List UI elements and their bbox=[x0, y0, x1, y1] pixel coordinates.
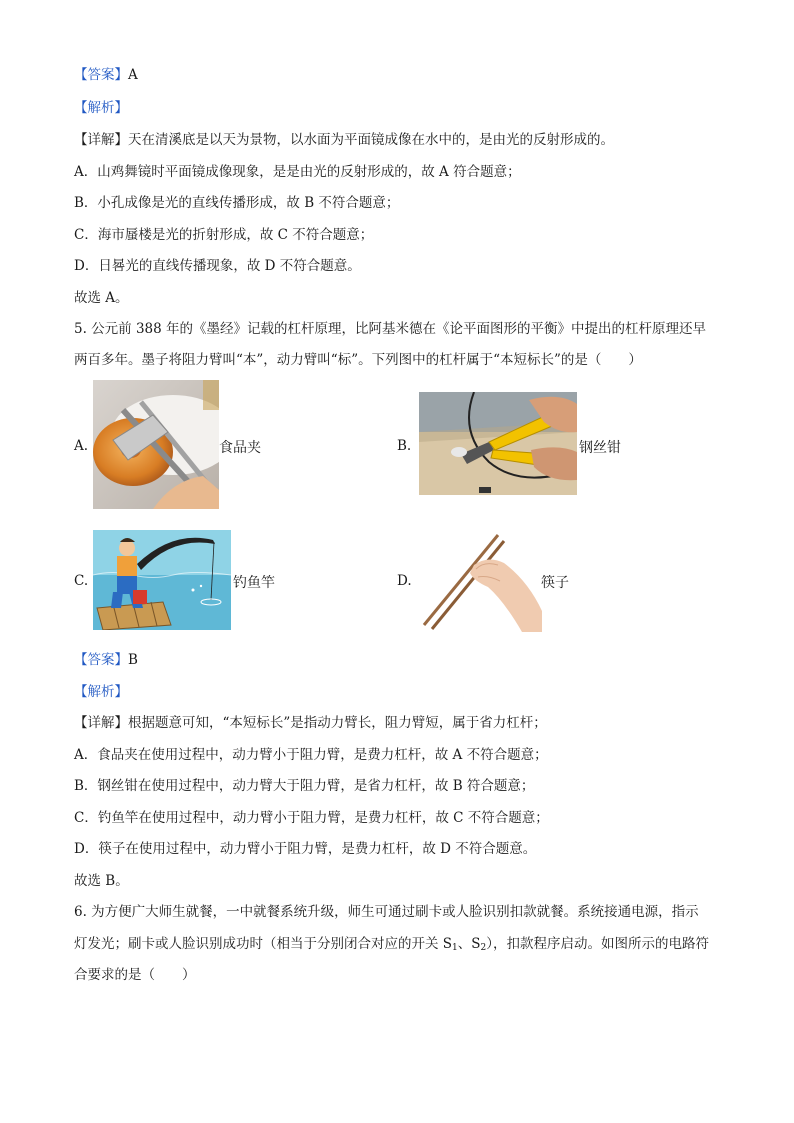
option-a-letter: A. bbox=[74, 438, 89, 454]
answer-tag: 【答案】 bbox=[74, 67, 128, 83]
q5-detail-line bbox=[74, 714, 547, 732]
q6-stem-line2 bbox=[74, 935, 709, 957]
answer-value: A bbox=[128, 67, 138, 83]
q6-stem-line3: 合要求的是（ ） bbox=[74, 967, 196, 983]
q5-answer-line bbox=[74, 651, 138, 669]
detail-text: 天在清溪底是以天为景物，以水面为平面镜成像在水中的，是由光的反射形成的。 bbox=[128, 132, 614, 148]
answer-tag: 【答案】 bbox=[74, 652, 128, 668]
option-c-caption: 钓鱼竿 bbox=[233, 575, 275, 591]
analysis-tag: 【解析】 bbox=[74, 684, 128, 700]
option-a-caption: 食品夹 bbox=[219, 440, 261, 456]
q5-stem-line1: 5. 公元前 388 年的《墨经》记载的杠杆原理，比阿基米德在《论平面图形的平衡》中提出的杠杆原理还早 bbox=[74, 321, 707, 337]
chopsticks-photo bbox=[418, 531, 542, 632]
detail-tag: 【详解】 bbox=[74, 132, 128, 148]
answer-value: B bbox=[128, 652, 138, 668]
option-b-caption: 钢丝钳 bbox=[579, 440, 621, 456]
q4-option-c-explanation: C．海市蜃楼是光的折射形成，故 C 不符合题意； bbox=[74, 227, 374, 243]
option-c-letter: C. bbox=[74, 573, 89, 589]
q5-option-d-explanation: D．筷子在使用过程中，动力臂小于阻力臂，是费力杠杆，故 D 不符合题意。 bbox=[74, 841, 537, 857]
detail-tag: 【详解】 bbox=[74, 715, 128, 731]
q5-conclusion: 故选 B。 bbox=[74, 873, 129, 889]
q5-option-b-explanation: B．钢丝钳在使用过程中，动力臂大于阻力臂，是省力杠杆，故 B 符合题意； bbox=[74, 778, 535, 794]
q4-answer-line bbox=[74, 66, 138, 84]
detail-text: 根据题意可知，“本短标长”是指动力臂长，阻力臂短，属于省力杠杆； bbox=[128, 715, 547, 731]
q4-detail-line bbox=[74, 131, 614, 149]
q4-option-d-explanation: D．日晷光的直线传播现象，故 D 不符合题意。 bbox=[74, 258, 361, 274]
q6-stem-line2-pre: 灯发光；刷卡或人脸识别成功时（相当于分别闭合对应的开关 S bbox=[74, 936, 453, 952]
q4-option-b-explanation: B．小孔成像是光的直线传播形成，故 B 不符合题意； bbox=[74, 195, 400, 211]
q5-option-c-explanation: C．钓鱼竿在使用过程中，动力臂小于阻力臂，是费力杠杆，故 C 不符合题意； bbox=[74, 810, 549, 826]
q6-stem-line2-post: ），扣款程序启动。如图所示的电路符 bbox=[486, 936, 710, 952]
option-d-letter: D. bbox=[397, 573, 412, 589]
fishing-rod-illustration bbox=[93, 530, 231, 630]
q4-conclusion: 故选 A。 bbox=[74, 290, 129, 306]
switch-s1-subscript: 1 bbox=[452, 943, 458, 953]
option-d-caption: 筷子 bbox=[541, 575, 569, 591]
analysis-tag: 【解析】 bbox=[74, 100, 128, 116]
option-b-letter: B. bbox=[397, 438, 412, 454]
wire-pliers-photo bbox=[419, 392, 577, 495]
q5-option-a-explanation: A．食品夹在使用过程中，动力臂小于阻力臂，是费力杠杆，故 A 不符合题意； bbox=[74, 747, 548, 763]
q6-stem-sep: 、S bbox=[457, 936, 481, 952]
switch-s2-subscript: 2 bbox=[480, 943, 487, 953]
q4-option-a-explanation: A．山鸡舞镜时平面镜成像现象，是是由光的反射形成的，故 A 符合题意； bbox=[74, 164, 521, 180]
food-tongs-photo bbox=[93, 380, 219, 509]
q6-stem-line1: 6. 为方便广大师生就餐，一中就餐系统升级，师生可通过刷卡或人脸识别扣款就餐。系统接通电源，指示 bbox=[74, 904, 699, 920]
q5-stem-line2: 两百多年。墨子将阻力臂叫“本”，动力臂叫“标”。下列图中的杠杆属于“本短标长”的是（ ） bbox=[74, 352, 642, 368]
